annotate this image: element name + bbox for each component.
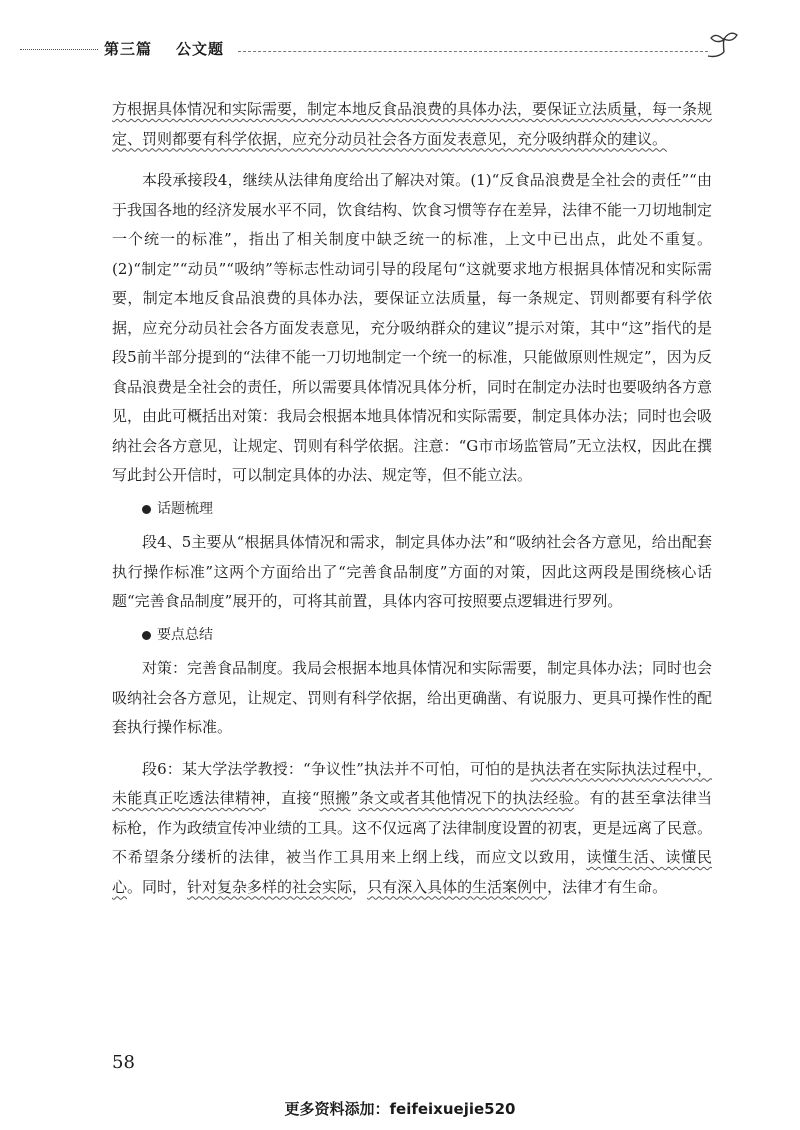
underlined-text: 针对复杂多样的社会实际 — [187, 877, 353, 896]
underlined-text: 执法者在实际执法过程中，未能真正吃透法律精神 — [112, 759, 712, 807]
material-text: ， — [352, 877, 368, 896]
footer-note: 更多资料添加：feifeixuejie520 — [284, 1100, 516, 1118]
underlined-text: 照搬 — [319, 789, 351, 807]
topic-paragraph: 段4、5主要从“根据具体情况和需求，制定具体办法”和“吸纳社会各方意见，给出配套执行操作标准”这两个方面给出了“完善食品制度”方面的对策，因此这两段是围绕核心话题“完善食品制度”展开的，可将其前置，具体内容可按照要点逻辑进行罗列。 — [112, 533, 712, 610]
header-chapter: 第三篇 — [104, 40, 153, 58]
material-paragraph — [112, 755, 712, 903]
section-heading-topic — [112, 495, 712, 525]
section-heading-summary — [112, 621, 712, 651]
heading-label: 话题梳理 — [157, 500, 213, 517]
material-text: ” — [350, 789, 359, 807]
analysis-paragraph: 本段承接段4，继续从法律角度给出了解决对策。(1)“反食品浪费是全社会的责任”“由于我国各地的经济发展水平不同，饮食结构、饮食习惯等存在差异，法律不能一刀切地制定一个统一的标准”，指出了相关制度中缺乏统一的标准，上文中已出点，此处不重复。(2)“制定”“动员”“吸纳”等标志性动词引导的段尾句“这就要求地方根据具体情况和实际需要，制定本地反食品浪费的具体办法，要保证立法质量，每一条规定、罚则都要有科学依据，应充分动员社会各方面发表意见，充分吸纳群众的建议”提示对策，其中“这”指代的是段5前半部分提到的“法律不能一刀切地制定一个统一的标准，只能做原则性规定”，因为反食品浪费是全社会的责任，所以需要具体情况具体分析，同时在制定办法时也要吸纳各方意见，由此可概括出对策：我局会根据本地具体情况和实际需要，制定具体办法；同时也会吸纳社会各方意见，让规定、罚则有科学依据。注意：“G市市场监管局”无立法权，因此在撰写此封公开信时，可以制定具体的办法、规定等，但不能立法。 — [112, 171, 713, 484]
material-text: ，直接“ — [265, 789, 320, 807]
page-content — [112, 95, 712, 902]
heading-label: 要点总结 — [157, 626, 213, 643]
page-number: 58 — [112, 1052, 135, 1073]
material-text: ，法律才有生命。 — [547, 877, 668, 896]
paragraph-continued — [112, 95, 712, 154]
underlined-text: 读懂生活、读懂民心 — [112, 848, 712, 896]
bullet-icon — [142, 631, 151, 640]
material-text: 段6：某大学法学教授：“争议性”执法并不可怕，可怕的是 — [142, 759, 531, 778]
header-section: 公文题 — [176, 40, 225, 58]
sprout-icon — [704, 30, 740, 64]
underlined-text: 只有深入具体的生活案例中 — [367, 877, 548, 896]
bullet-icon — [142, 505, 151, 514]
summary-paragraph: 对策：完善食品制度。我局会根据本地具体情况和实际需要，制定具体办法；同时也会吸纳社会各方意见，让规定、罚则有科学依据，给出更确凿、有说服力、更具可操作性的配套执行操作标准。 — [112, 659, 713, 736]
header-divider-left — [20, 49, 98, 50]
material-text: 。有的甚至拿法律当标枪，作为政绩宣传冲业绩的工具。这不仅远离了法律制度设置的初衷，更是远离了民意。不希望条分缕析的法律，被当作工具用来上纲上线，而应文以致用， — [112, 789, 713, 866]
header-divider-right — [238, 51, 708, 52]
underlined-text: 方根据具体情况和实际需要，制定本地反食品浪费的具体办法，要保证立法质量，每一条规定、罚则都要有科学依据，应充分动员社会各方面发表意见，充分吸纳群众的建议。 — [112, 100, 713, 148]
page-header — [20, 30, 780, 70]
material-text: 。同时， — [127, 877, 188, 896]
underlined-text: 条文或者其他情况下的执法经验 — [358, 789, 574, 807]
